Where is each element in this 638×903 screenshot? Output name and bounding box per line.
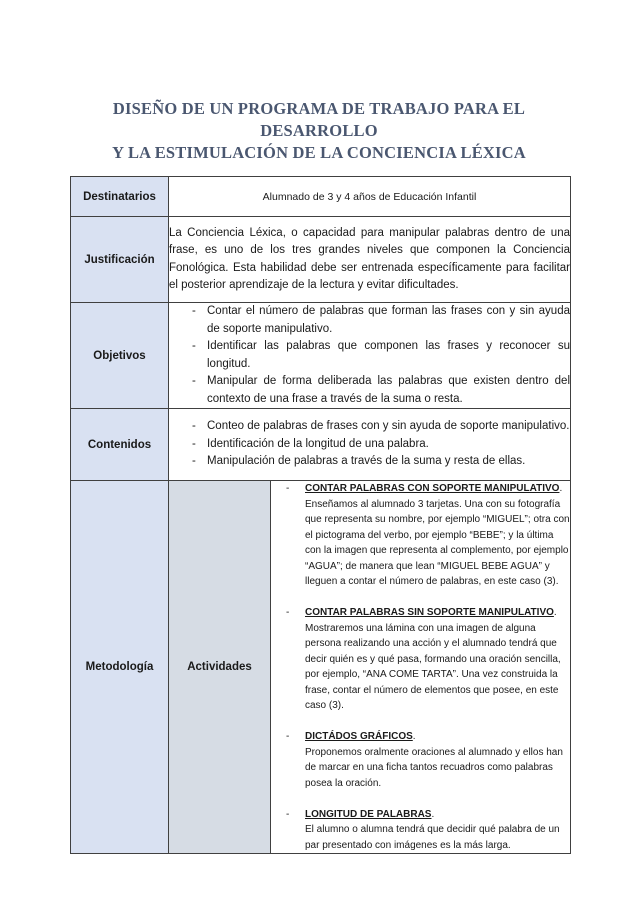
activity-body: Enseñamos al alumnado 3 tarjetas. Una con su fotografía que representa su nombre, por ejemplo “MIGUEL”; otra con el pictograma del verbo, por ejemplo “BEBE”; y la última con la imagen que representa al complemento, por ejemplo “AGUA”; de manera que lean “MIGUEL BEBE AGUA” y lleguen a contar el número de palabras, en este caso (3). <box>305 498 570 587</box>
list-contenidos-cell <box>169 409 571 481</box>
activity-item: - CONTAR PALABRAS SIN SOPORTE MANIPULATIVO. Mostraremos una lámina con una imagen de alguna persona realizando una acción y el alumnado tendrá que decir quién es y qué pasa, formando una oración sencilla, por ejemplo, “ANA COME TARTA”. Una vez construida la frase, contar el número de elementos que posee, en este caso (3). <box>271 605 570 714</box>
activity-item: - LONGITUD DE PALABRAS. El alumno o alumna tendrá que decidir qué palabra de un par presentado con imágenes es la más larga. <box>271 807 570 854</box>
activity-body: Proponemos oralmente oraciones al alumnado y ellos han de marcar en una ficha tantos recuadros como palabras posea la oración. <box>305 746 563 789</box>
activity-heading: DICTÁDOS GRÁFICOS <box>305 731 413 742</box>
list-contenidos <box>169 418 570 471</box>
row-contenidos <box>71 409 571 481</box>
activity-item: - CONTAR PALABRAS CON SOPORTE MANIPULATIVO. Enseñamos al alumnado 3 tarjetas. Una con su fotografía que representa su nombre, por ejemplo “MIGUEL”; otra con el pictograma del verbo, por ejemplo “BEBE”; y la última con la imagen que representa al complemento, por ejemplo “AGUA”; de manera que lean “MIGUEL BEBE AGUA” y lleguen a contar el número de palabras, en este caso (3). <box>271 481 570 590</box>
activity-heading: CONTAR PALABRAS SIN SOPORTE MANIPULATIVO <box>305 607 554 618</box>
label-justificacion: Justificación <box>71 217 169 303</box>
label-metodologia: Metodología <box>71 481 169 854</box>
list-item: - Manipulación de palabras a través de la suma y resta de ellas. <box>169 453 570 471</box>
program-table <box>70 176 571 854</box>
list-objetivos <box>169 303 570 408</box>
activities-cell <box>271 481 571 854</box>
row-objetivos <box>71 303 571 409</box>
activity-heading: LONGITUD DE PALABRAS <box>305 808 432 820</box>
activity-body: Mostraremos una lámina con una imagen de alguna persona realizando una acción y el alumnado tendrá que decir quién es y qué pasa, formando una oración sencilla, por ejemplo, “ANA COME TARTA”. Una vez construida la frase, contar el número de elementos que posee, en este caso (3). <box>305 622 561 711</box>
title-line-1: DISEÑO DE UN PROGRAMA DE TRABAJO PARA EL DESARROLLO <box>112 99 526 140</box>
list-item: - Manipular de forma deliberada las palabras que existen dentro del contexto de una frase a través de la suma o resta. <box>169 373 570 408</box>
list-objetivos-cell <box>169 303 571 409</box>
activity-body: El alumno o alumna tendrá que decidir qué palabra de un par presentado con imágenes es la más larga. <box>305 824 560 851</box>
label-actividades: Actividades <box>169 481 271 854</box>
document-title <box>60 98 578 164</box>
activity-item: - DICTÁDOS GRÁFICOS. Proponemos oralmente oraciones al alumnado y ellos han de marcar en una ficha tantos recuadros como palabras posea la oración. <box>271 729 570 791</box>
row-destinatarios <box>71 177 571 217</box>
activity-heading: CONTAR PALABRAS CON SOPORTE MANIPULATIVO <box>305 483 560 494</box>
text-justificacion: La Conciencia Léxica, o capacidad para manipular palabras dentro de una frase, es uno de los tres grandes niveles que componen la Conciencia Fonológica. Esta habilidad debe ser entrenada específicamente para facilitar el posterior aprendizaje de la lectura y evitar dificultades. <box>169 217 571 303</box>
value-destinatarios: Alumnado de 3 y 4 años de Educación Infantil <box>169 177 571 217</box>
title-line-2: Y LA ESTIMULACIÓN DE LA CONCIENCIA LÉXICA <box>112 143 526 162</box>
row-metodologia <box>71 481 571 854</box>
list-item: - Identificar las palabras que componen las frases y reconocer su longitud. <box>169 338 570 373</box>
list-item: - Identificación de la longitud de una palabra. <box>169 436 570 454</box>
label-contenidos: Contenidos <box>71 409 169 481</box>
list-item: - Contar el número de palabras que forman las frases con y sin ayuda de soporte manipulativo. <box>169 303 570 338</box>
label-destinatarios: Destinatarios <box>71 177 169 217</box>
list-item: - Conteo de palabras de frases con y sin ayuda de soporte manipulativo. <box>169 418 570 436</box>
label-objetivos: Objetivos <box>71 303 169 409</box>
row-justificacion <box>71 217 571 303</box>
